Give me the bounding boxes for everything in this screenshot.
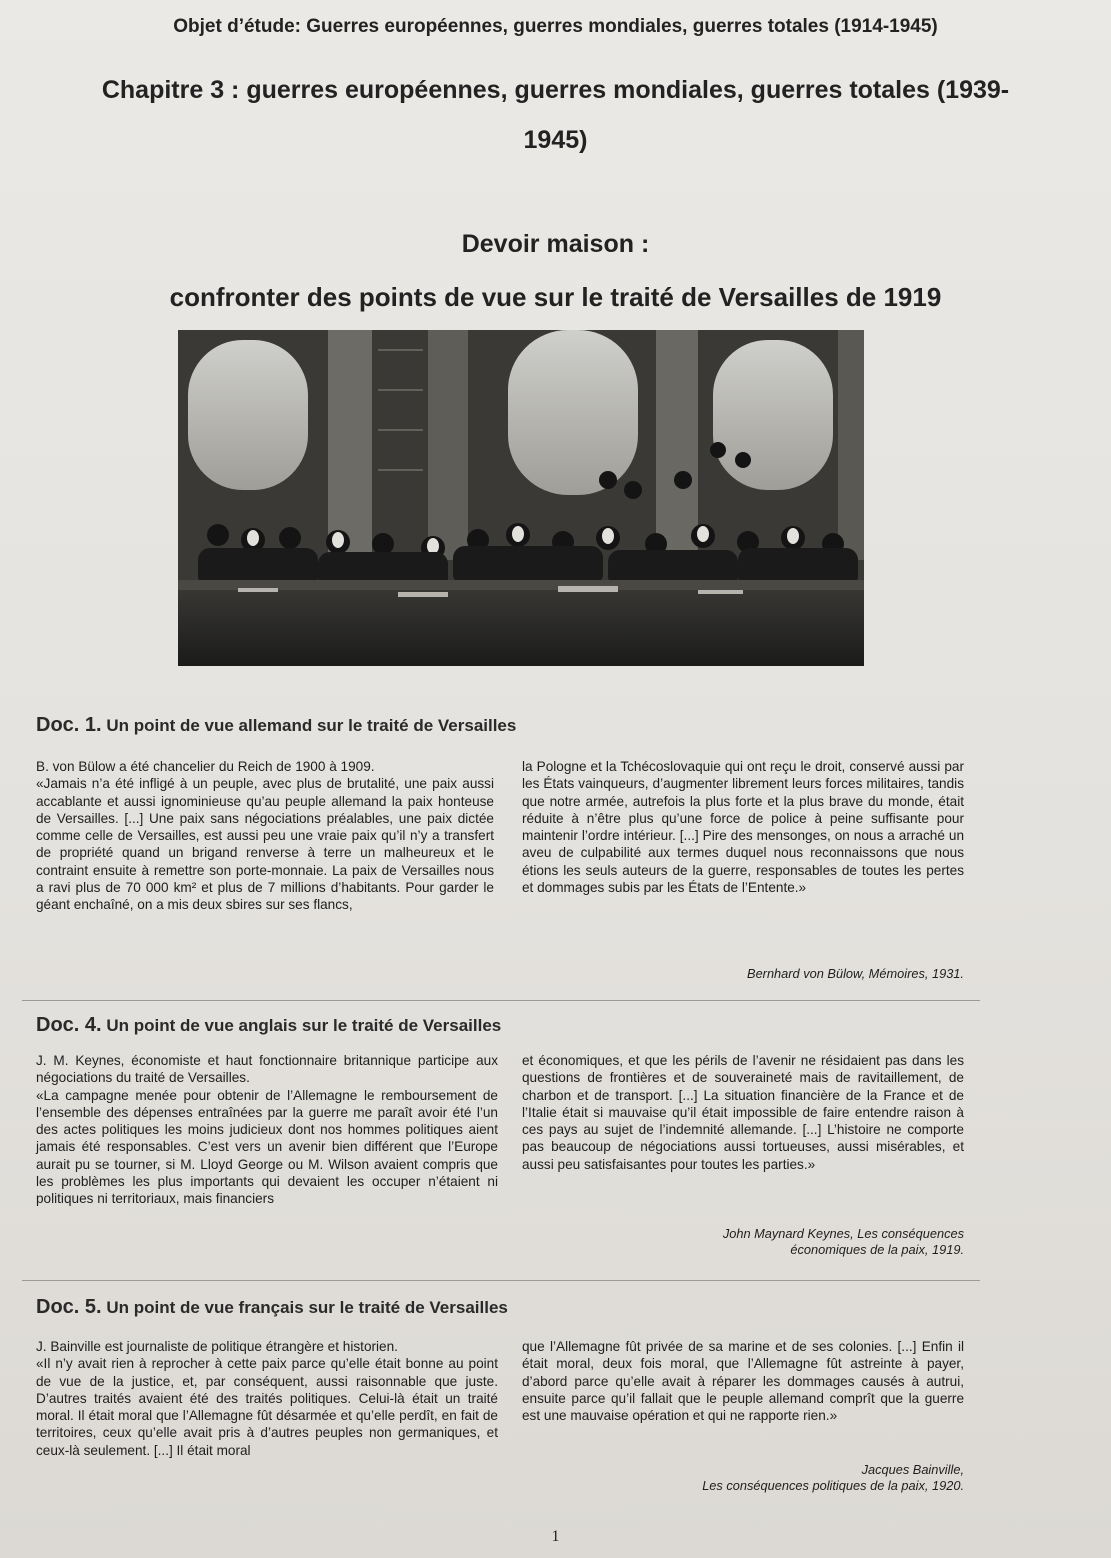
painting-illustration: [178, 330, 864, 666]
doc4-source-line2: économiques de la paix, 1919.: [790, 1242, 964, 1257]
doc1-quote-part2: la Pologne et la Tchécoslovaquie qui ont reçu le droit, conservé aussi par les États vainqueurs, d’augmenter librement leurs forces militaires, tandis que notre armée, autrefois la plus forte et la plus brave du monde, était réduite à n’être plus qu’une force de police à peine suffisante pour maintenir l’ordre intérieur. [...] Pire des mensonges, on nous a arraché un aveu de culpabilité aux termes duquel nous reconnaissons que nous étions les seuls auteurs de la guerre, responsables de toutes les pertes et dommages subis par les États de l’Entente.»: [522, 759, 964, 896]
doc5-source-line1: Jacques Bainville,: [861, 1462, 964, 1477]
doc1-right-column: [522, 758, 964, 896]
doc5-left-column: [36, 1338, 498, 1459]
doc5-quote-part1: «Il n’y avait rien à reprocher à cette paix parce qu’elle était bonne au point de vue de la justice, et, par conséquent, aussi raisonnable que juste. D’autres traités avaient été des traités politiques. Celui-là était un traité moral. Il était moral que l’Allemagne fût désarmée et qu’elle perdît, en fait de territoires, ceux qu’elle avait pris à d’autres peuples non germaniques, et ceux-là seulement. [...] Il était moral: [36, 1356, 498, 1458]
doc1-heading: Un point de vue allemand sur le traité de Versailles: [106, 716, 517, 735]
doc4-source: [522, 1226, 964, 1258]
divider: [22, 1000, 980, 1001]
doc4-right-column: [522, 1052, 964, 1173]
doc5-right-column: [522, 1338, 964, 1424]
doc1-label: Doc. 1.: [36, 714, 102, 736]
doc4-label: Doc. 4.: [36, 1014, 102, 1036]
doc5-intro: J. Bainville est journaliste de politique étrangère et historien.: [36, 1339, 398, 1354]
doc1-source: Bernhard von Bülow, Mémoires, 1931.: [747, 966, 964, 981]
versailles-treaty-painting: [178, 330, 864, 666]
divider: [22, 1280, 980, 1281]
doc5-title: [36, 1296, 508, 1319]
doc5-label: Doc. 5.: [36, 1296, 102, 1318]
chapter-title-line-1: Chapitre 3 : guerres européennes, guerres mondiales, guerres totales (1939-: [101, 76, 1010, 104]
doc4-intro: J. M. Keynes, économiste et haut fonctionnaire britannique participe aux négociations du traité de Versailles.: [36, 1053, 498, 1086]
chapter-title-line-2: 1945): [523, 126, 588, 154]
doc4-quote-part2: et économiques, et que les périls de l’avenir ne résidaient pas dans les questions de frontières et de souveraineté mais de ravitaillement, de charbon et de transport. [...] La situation financière de la France et de l’Italie était si mauvaise qu’il était impossible de faire entendre raison à ces pays au sujet de l’indemnité allemande. [...] L’histoire ne comporte pas beaucoup de négociations aussi tortueuses, aussi misérables, et aussi peu satisfaisantes pour toutes les parties.»: [522, 1053, 964, 1172]
objet-etude-heading: Objet d’étude: Guerres européennes, guerres mondiales, guerres totales (1914-1945): [173, 16, 938, 37]
devoir-subject: confronter des points de vue sur le traité de Versailles de 1919: [169, 282, 942, 312]
doc5-quote-part2: que l’Allemagne fût privée de sa marine et de ses colonies. [...] Enfin il était moral, deux fois moral, que l’Allemagne fût astreinte à payer, d’abord parce qu’elle avait à réparer les dommages causés à autrui, ensuite parce qu’il fallait que le peuple allemand comprît que la guerre est une mauvaise opération et qui ne rapporte rien.»: [522, 1339, 964, 1424]
doc4-left-column: [36, 1052, 498, 1208]
doc1-title: [36, 714, 516, 737]
page-number: 1: [551, 1528, 560, 1545]
doc1-intro: B. von Bülow a été chancelier du Reich de 1900 à 1909.: [36, 759, 375, 774]
doc5-source-line2: Les conséquences politiques de la paix, 1920.: [702, 1478, 964, 1493]
doc4-quote-part1: «La campagne menée pour obtenir de l’Allemagne le remboursement de l’ensemble des dépenses entraînées par la guerre me paraît avoir été l’un des actes politiques les moins judicieux dont nos hommes politiques aient jamais été responsables. C’est vers un avenir bien différent que l’Europe aurait pu se tourner, si M. Lloyd George ou M. Wilson avaient compris que les problèmes les plus importants qui devaient les occuper n’étaient ni politiques ni territoriaux, mais financiers: [36, 1087, 498, 1207]
doc1-quote-part1: «Jamais n’a été infligé à un peuple, avec plus de brutalité, une paix aussi accablante et aussi ignominieuse qu’au peuple allemand la paix honteuse de Versailles. [...] Une paix sans négociations préalables, une paix dictée comme celle de Versailles, est aussi peu une vraie paix qu’il n’y a transfert de propriété quand un brigand renverse à terre un malheureux et le contraint ensuite à remettre son porte-monnaie. La paix de Versailles nous a ravi plus de 70 000 km² et plus de 7 millions d’habitants. Pour garder le géant enchaîné, on a mis deux sbires sur ses flancs,: [36, 776, 494, 913]
devoir-heading: Devoir maison :: [461, 230, 650, 258]
doc1-left-column: [36, 758, 494, 914]
doc5-heading: Un point de vue français sur le traité de Versailles: [106, 1298, 508, 1317]
doc4-source-line1: John Maynard Keynes, Les conséquences: [722, 1226, 964, 1241]
doc5-source: [522, 1462, 964, 1494]
doc4-title: [36, 1014, 501, 1037]
doc4-heading: Un point de vue anglais sur le traité de Versailles: [106, 1016, 502, 1035]
